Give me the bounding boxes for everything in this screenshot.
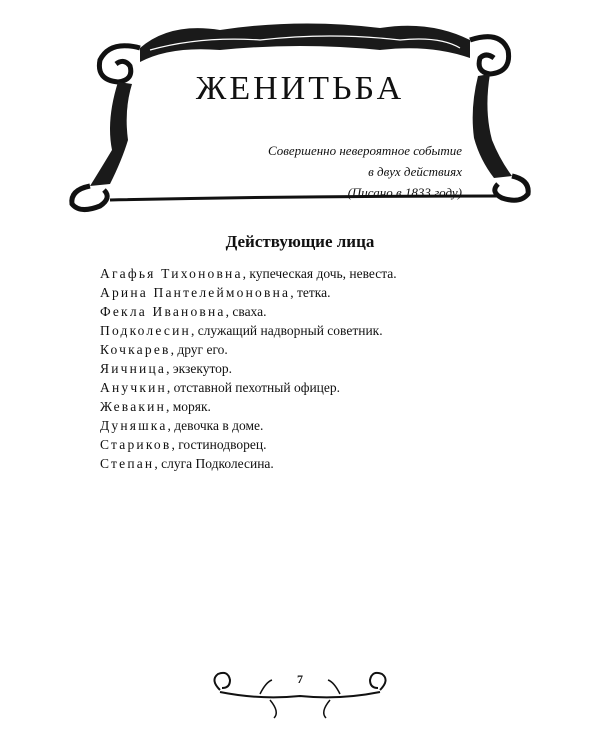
cast-entry	[100, 359, 520, 378]
cast-entry	[100, 321, 520, 340]
page-number: 7	[297, 672, 303, 686]
cast-name: Дуняшка	[100, 418, 168, 433]
cast-name: Агафья Тихоновна	[100, 266, 243, 281]
cast-entry	[100, 416, 520, 435]
cast-name: Анучкин	[100, 380, 167, 395]
cast-entry	[100, 340, 520, 359]
cast-entry	[100, 454, 520, 473]
cast-entry	[100, 378, 520, 397]
cast-description: , девочка в доме.	[167, 418, 264, 433]
subtitle-line: Совершенно невероятное событие	[267, 143, 462, 158]
cast-name: Стариков	[100, 437, 172, 452]
cast-description: , моряк.	[166, 399, 211, 414]
cast-name: Подколесин	[100, 323, 191, 338]
play-subtitle	[202, 140, 462, 203]
cast-description: , экзекутор.	[166, 361, 233, 376]
subtitle-line: в двух действиях	[368, 164, 462, 179]
cast-name: Жевакин	[100, 399, 166, 414]
cast-name: Степан	[100, 456, 155, 471]
cast-entry	[100, 283, 520, 302]
cast-description: , купеческая дочь, невеста.	[242, 266, 397, 281]
play-title: ЖЕНИТЬБА	[195, 70, 405, 107]
cast-name: Кочкарев	[100, 342, 171, 357]
cast-entry	[100, 264, 520, 283]
cast-entry	[100, 397, 520, 416]
cast-name: Яичница	[100, 361, 167, 376]
cast-name: Арина Пантелеймоновна	[100, 285, 291, 300]
cast-entry	[100, 302, 520, 321]
cast-list	[100, 264, 520, 473]
subtitle-line: (Писано в 1833 году)	[347, 185, 462, 200]
cast-description: , служащий надворный советник.	[190, 323, 383, 338]
cast-entry	[100, 435, 520, 454]
cast-description: , отставной пехотный офицер.	[166, 380, 341, 395]
cast-name: Фекла Ивановна	[100, 304, 226, 319]
cast-description: , гостинодворец.	[171, 437, 267, 452]
footer-ornament	[200, 660, 400, 720]
cast-description: , тетка.	[290, 285, 331, 300]
cast-description: , друг его.	[170, 342, 228, 357]
cast-description: , слуга Подколесина.	[154, 456, 274, 471]
cast-description: , сваха.	[225, 304, 267, 319]
cast-heading: Действующие лица	[225, 232, 375, 251]
